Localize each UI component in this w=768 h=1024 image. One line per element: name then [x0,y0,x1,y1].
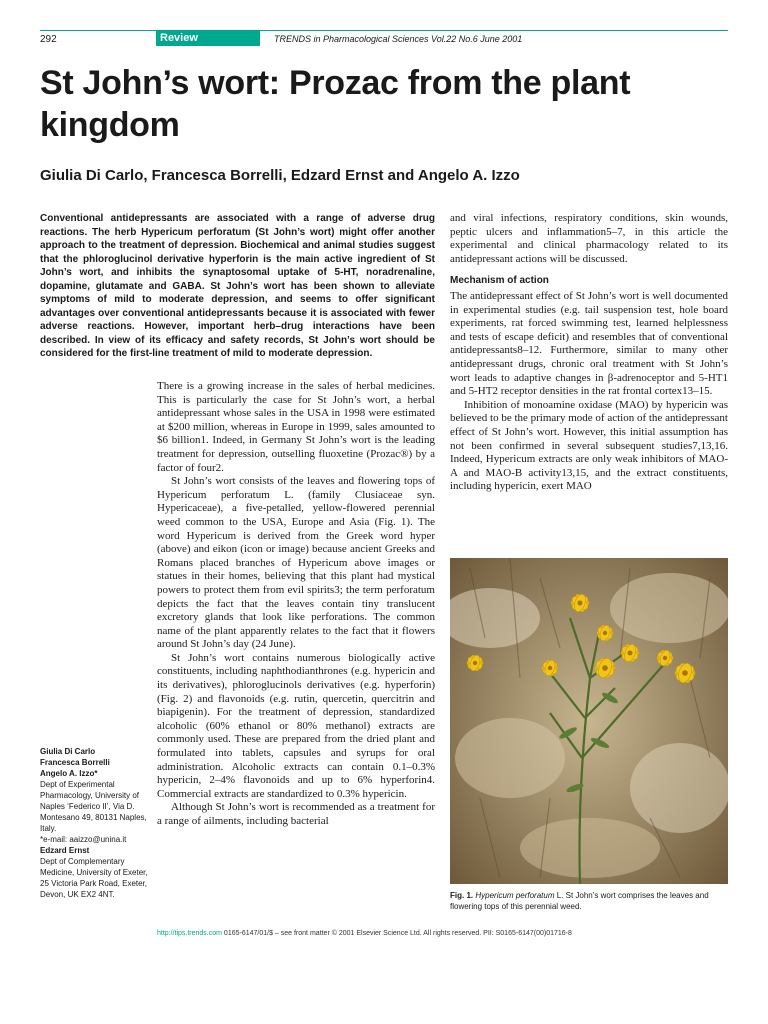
affiliation-name: Giulia Di Carlo [40,747,96,756]
caption-species: Hypericum perforatum [475,891,555,900]
figure-caption [450,890,728,912]
abstract: Conventional antidepressants are associated with a range of adverse drug reactions. The herb Hypericum perforatum (St John’s wort) might offer another approach to the treatment of depression. Biochemical and animal studies suggest that the phloroglucinol derivative hyperforin is the main active ingredient of St John’s wort, and inhibits the synaptosomal uptake of 5-HT, noradrenaline, dopamine, glutamate and GABA. St John’s wort has been shown to alleviate symptoms of mild to moderate depression, and seems to offer significant advantages over conventional antidepressants because it is associated with fewer adverse reactions. However, important herb–drug interactions have been described. In view of its efficacy and safety records, St John’s wort should be considered for the first-line treatment of mild to moderate depression. [40,213,435,359]
author-affiliations [40,746,152,900]
section-heading: Mechanism of action [450,275,549,287]
body-paragraph: St John’s wort consists of the leaves and flowering tops of Hypericum perforatum L. (family Clusiaceae syn. Hypericaceae), a five-petalled, yellow-flowered perennial weed common to the USA, Europe and Asia (Fig. 1). The word Hypericum is derived from the Greek word hyper (above) and eikon (icon or image) because ancient Greeks and Romans placed branches of Hypericum above images or statues in their homes, believing that this plant had mystical powers to protect them from evil spirits3; the term perforatum depicts the fact that the leaves contain tiny translucent excretory glands that look like perforations. The common name of the plant apparently relates to the fact that it flowers around St John’s day (24 June). [157,475,435,651]
article-title: St John’s wort: Prozac from the plant kingdom [40,64,631,144]
page-footer [157,930,572,937]
body-column-left [157,380,435,829]
page-number: 292 [40,34,57,45]
body-paragraph: Inhibition of monoamine oxidase (MAO) by hypericin was believed to be the primary mode of action of the antidepressant effect of St John’s wort. However, this initial assumption has not been confirmed in several subsequent studies7,13,16. Indeed, Hypericum extracts are only weak inhibitors of MAO-A and MAO-B activity13,15, and the extract constituents, including hypericin, exert MAO [450,398,728,493]
figure-label: Fig. 1. [450,891,474,900]
journal-citation: TRENDS in Pharmacological Sciences Vol.22 No.6 June 2001 [274,34,523,44]
caption-text: L. St John’s wort comprises the leaves and flowering tops of this perennial weed. [450,891,709,911]
plant-photo [450,558,728,884]
affiliation-dept: Dept of Experimental Pharmacology, University of Naples ‘Federico II’, Via D. Montesano 49, 80131 Naples, Italy. [40,780,147,833]
affiliation-email: *e-mail: aaizzo@unina.it [40,835,127,844]
footer-copyright: 0165-6147/01/$ – see front matter © 2001 Elsevier Science Ltd. All rights reserved. PII: S0165-6147(00)01716-8 [221,930,572,937]
affiliation-dept: Dept of Complementary Medicine, University of Exeter, 25 Victoria Park Road, Exeter, Devon, UK EX2 4NT. [40,857,148,899]
body-column-right [450,212,728,494]
affiliation-name: Edzard Ernst [40,846,90,855]
body-paragraph: St John’s wort contains numerous biologically active constituents, including naphthodianthrones (e.g. hypericin and its derivatives), phloroglucinols derivatives (e.g. hyperforin) (Fig. 2) and flavonoids (e.g. rutin, quercetin, quercitrin and biapigenin). For the treatment of depression, standardized alcoholic (60% ethanol or 80% methanol) extracts are commonly used. These are prepared from the dried plant and formulated into tablets, capsules and syrups for oral administration. Alcoholic extracts can contain 0.1–0.3% hypericin, 2–4% flavonoids and up to 6% hyperforin4. Commercial extracts are standardized to 0.3% hypericin. [157,651,435,800]
body-paragraph: and viral infections, respiratory conditions, skin wounds, peptic ulcers and inflammation5–7, in this article the experimental and clinical pharmacology related to its antidepressant actions will be discussed. [450,212,728,265]
section-badge: Review [156,31,260,46]
affiliation-name: Francesca Borrelli [40,758,110,767]
figure-photo-hypericum [450,558,728,884]
affiliation-name: Angelo A. Izzo* [40,769,98,778]
body-paragraph: The antidepressant effect of St John’s wort is well documented in experimental studies (e.g. tail suspension test, hole board experiments, rat forced swimming test, learned helplessness and tests of escape deficit) and resembles that of conventional antidepressants8–12. Furthermore, similar to many other antidepressant drugs, chronic oral treatment with St John’s wort leads to adaptive changes in β-adrenoceptor and 5-HT1 and 5-HT2 receptor densities in the rat frontal cortex13–15. [450,289,728,398]
body-paragraph: Although St John’s wort is recommended as a treatment for a range of ailments, including bacterial [157,801,435,827]
footer-link[interactable]: http://tips.trends.com [157,930,222,937]
body-paragraph: There is a growing increase in the sales of herbal medicines. This is particularly the case for St John’s wort, a herbal antidepressant whose sales in the USA in 1998 were estimated at $200 million, whereas in Europe in 1999, sales amounted to $6 billion1. Indeed, in Germany St John’s wort is the leading treatment for depression, outselling fluoxetine (Prozac®) by a factor of four2. [157,380,435,474]
author-list: Giulia Di Carlo, Francesca Borrelli, Edzard Ernst and Angelo A. Izzo [40,167,520,184]
header-rule [40,30,728,31]
